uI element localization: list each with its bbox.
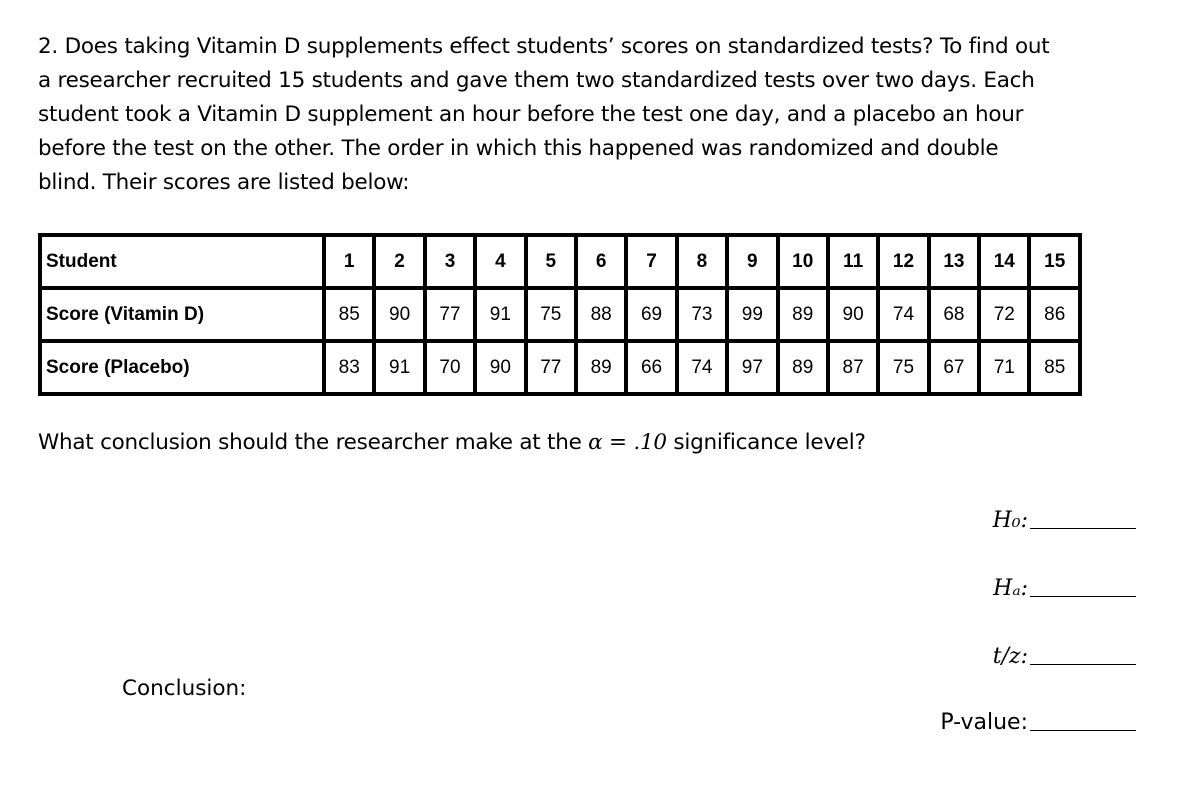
table-cell: 10 [778,235,828,288]
test-statistic-field[interactable] [993,642,1136,669]
table-cell: 11 [828,235,878,288]
row-label: Score (Vitamin D) [40,288,324,341]
table-cell: 77 [526,341,576,394]
table-cell: 91 [374,341,424,394]
table-cell: 89 [778,288,828,341]
table-cell: 66 [626,341,676,394]
table-cell: 72 [979,288,1029,341]
question-text [38,30,1158,200]
table-cell: 83 [324,341,374,394]
table-cell: 97 [727,341,777,394]
table-cell: 70 [425,341,475,394]
table-row [40,235,1080,288]
scores-table [38,233,1082,396]
prompt-text-after: significance level? [666,430,866,455]
table-cell: 88 [576,288,626,341]
table-cell: 13 [929,235,979,288]
table-cell: 9 [727,235,777,288]
table-cell: 14 [979,235,1029,288]
null-hypothesis-field[interactable] [993,506,1136,533]
table-cell: 90 [475,341,525,394]
table-cell: 69 [626,288,676,341]
table-cell: 87 [828,341,878,394]
question-line-1: 2. Does taking Vitamin D supplements effect students’ scores on standardized tests? To find out [38,34,1050,59]
table-cell: 73 [677,288,727,341]
question-line-2: a researcher recruited 15 students and gave them two standardized tests over two days. Each [38,68,1035,93]
alt-hypothesis-field[interactable] [993,574,1136,601]
test-statistic-blank[interactable] [1030,642,1136,665]
table-cell: 90 [374,288,424,341]
test-statistic-label: t/z: [992,644,1028,669]
table-row [40,341,1080,394]
significance-prompt [38,430,866,455]
table-cell: 77 [425,288,475,341]
table-cell: 74 [677,341,727,394]
question-line-3: student took a Vitamin D supplement an hour before the test one day, and a placebo an hour [38,102,1024,127]
table-cell: 5 [526,235,576,288]
null-hypothesis-blank[interactable] [1030,506,1136,529]
table-cell: 91 [475,288,525,341]
row-label: Student [40,235,324,288]
alt-hypothesis-label: Hₐ: [993,576,1028,601]
p-value-blank[interactable] [1030,708,1136,731]
table-cell: 12 [878,235,928,288]
table-cell: 68 [929,288,979,341]
table-cell: 75 [526,288,576,341]
table-cell: 85 [324,288,374,341]
conclusion-label: Conclusion: [122,676,247,701]
table-cell: 90 [828,288,878,341]
table-cell: 74 [878,288,928,341]
prompt-text-before: What conclusion should the researcher make at the [38,430,589,455]
alt-hypothesis-blank[interactable] [1030,574,1136,597]
table-cell: 75 [878,341,928,394]
p-value-label: P-value: [940,710,1028,735]
question-line-4: before the test on the other. The order in which this happened was randomized and double [38,136,999,161]
table-cell: 89 [778,341,828,394]
table-cell: 3 [425,235,475,288]
table-cell: 1 [324,235,374,288]
table-cell: 67 [929,341,979,394]
table-cell: 99 [727,288,777,341]
alpha-expression: α = .10 [588,430,667,455]
table-cell: 4 [475,235,525,288]
row-label: Score (Placebo) [40,341,324,394]
table-cell: 15 [1029,235,1080,288]
table-cell: 86 [1029,288,1080,341]
p-value-field[interactable] [940,708,1136,735]
table-cell: 6 [576,235,626,288]
null-hypothesis-label: H₀: [992,508,1028,533]
table-cell: 8 [677,235,727,288]
question-line-5: blind. Their scores are listed below: [38,170,410,195]
table-cell: 89 [576,341,626,394]
table-cell: 7 [626,235,676,288]
table-row [40,288,1080,341]
table-cell: 85 [1029,341,1080,394]
table-cell: 2 [374,235,424,288]
table-cell: 71 [979,341,1029,394]
